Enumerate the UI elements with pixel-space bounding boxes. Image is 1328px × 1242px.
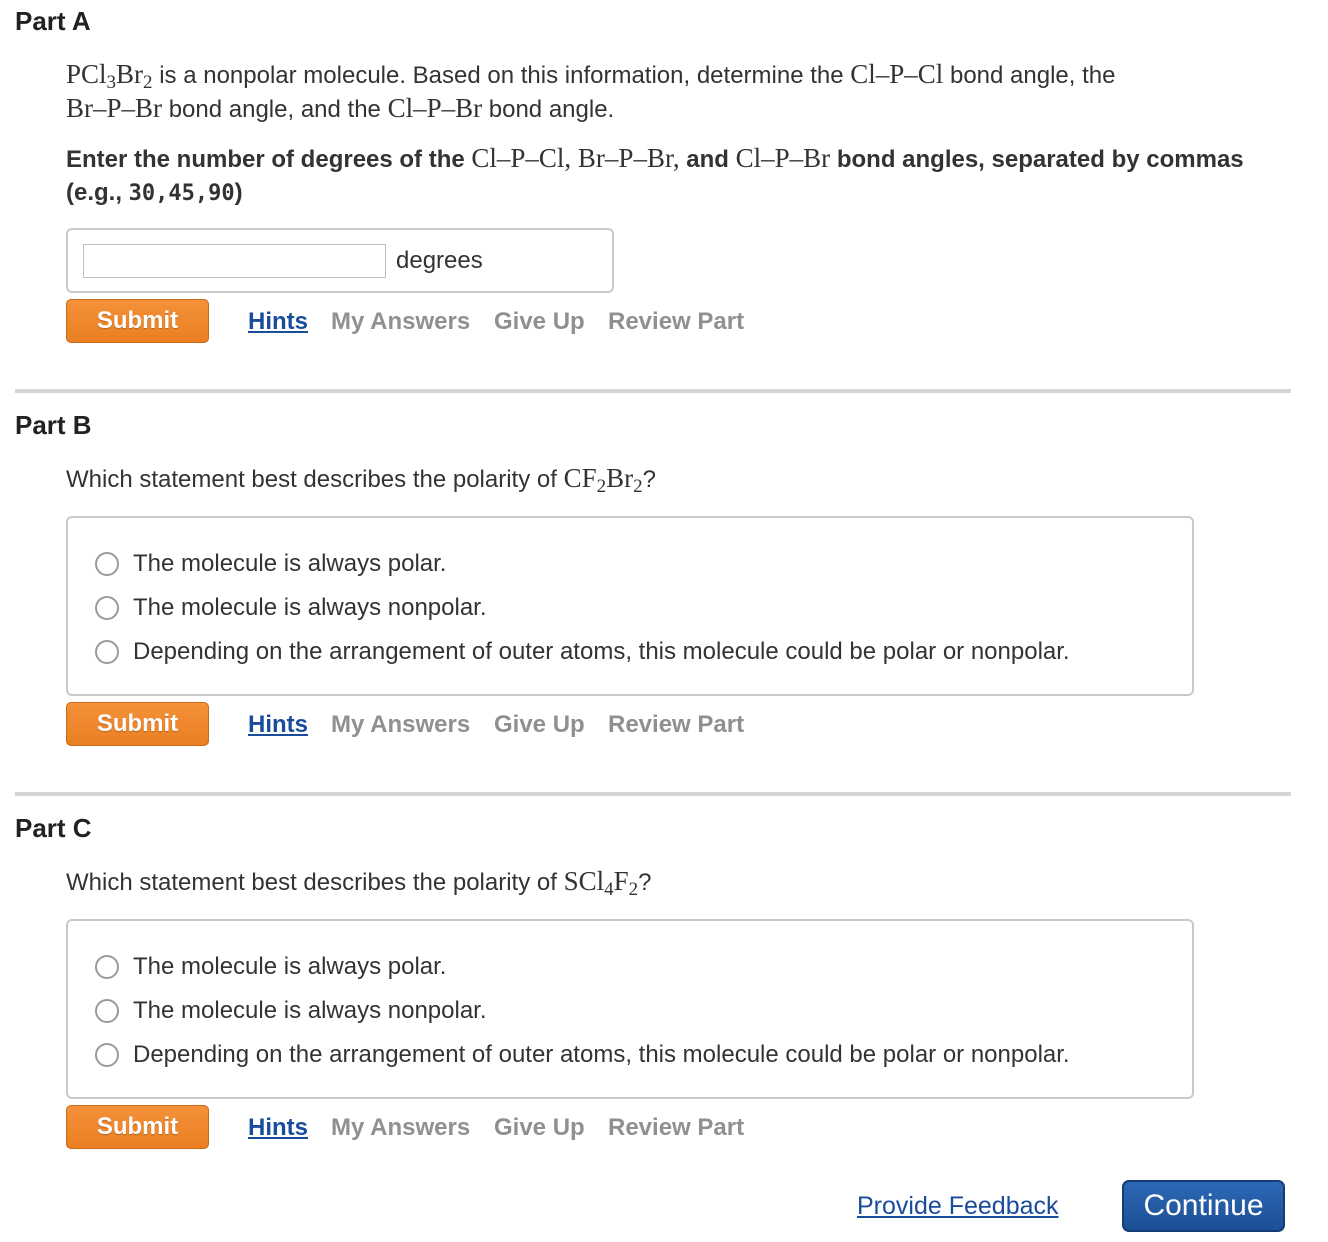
- answer-box: [66, 228, 614, 293]
- part-c-option-1[interactable]: The molecule is always polar.: [95, 952, 446, 982]
- radio-button[interactable]: [95, 1043, 119, 1067]
- part-a-title: Part A: [15, 6, 91, 36]
- part-b-choices: [66, 516, 1194, 696]
- part-a-review-part-link[interactable]: Review Part: [608, 308, 745, 335]
- formula-scl4f2: $SCl_4F_2$: [563, 866, 639, 900]
- part-a-give-up-link[interactable]: Give Up: [494, 308, 585, 335]
- divider-b-c: [15, 792, 1291, 796]
- divider-a-b: [15, 389, 1291, 393]
- part-c-question: Which statement best describes the polarity of $SCl_4F_2$?: [66, 866, 652, 900]
- part-b-hints-link[interactable]: Hints: [248, 711, 308, 738]
- part-b-submit-button[interactable]: Submit: [66, 702, 209, 746]
- degrees-input[interactable]: [83, 244, 386, 278]
- formula-pcl3br2: $PCl_3Br_2$: [66, 59, 153, 93]
- radio-button[interactable]: [95, 640, 119, 664]
- part-a-submit-button[interactable]: Submit: [66, 299, 209, 343]
- part-c-submit-button[interactable]: Submit: [66, 1105, 209, 1149]
- part-b-review-part-link[interactable]: Review Part: [608, 711, 745, 738]
- part-a-prompt: $PCl_3Br_2$ is a nonpolar molecule. Based on this information, determine the Cl–P–Cl bond angle, the Br–P–Br bond angle, and the Cl–P–Br bond angle.: [66, 59, 1116, 123]
- part-b-option-3[interactable]: Depending on the arrangement of outer atoms, this molecule could be polar or nonpolar.: [95, 637, 1070, 667]
- part-c-actions: [66, 1105, 826, 1149]
- part-c-review-part-link[interactable]: Review Part: [608, 1114, 745, 1141]
- part-c-my-answers-link[interactable]: My Answers: [331, 1114, 471, 1141]
- part-b-title: Part B: [15, 410, 92, 440]
- continue-button[interactable]: Continue: [1122, 1180, 1285, 1232]
- part-b-actions: [66, 702, 826, 746]
- part-c-give-up-link[interactable]: Give Up: [494, 1114, 585, 1141]
- part-b-my-answers-link[interactable]: My Answers: [331, 711, 471, 738]
- provide-feedback-link[interactable]: Provide Feedback: [857, 1192, 1059, 1220]
- part-b-option-2[interactable]: The molecule is always nonpolar.: [95, 593, 487, 623]
- part-b-question: Which statement best describes the polarity of $CF_2Br_2$?: [66, 463, 656, 497]
- part-c-title: Part C: [15, 813, 92, 843]
- part-c-option-3[interactable]: Depending on the arrangement of outer atoms, this molecule could be polar or nonpolar.: [95, 1040, 1070, 1070]
- radio-button[interactable]: [95, 999, 119, 1023]
- part-a-instructions: Enter the number of degrees of the Cl–P–Cl, Br–P–Br, and Cl–P–Br bond angles, separated by commas (e.g., 30,45,90): [66, 143, 1244, 206]
- part-b-give-up-link[interactable]: Give Up: [494, 711, 585, 738]
- part-a-actions: [66, 299, 826, 343]
- degrees-unit-label: degrees: [396, 247, 483, 274]
- radio-button[interactable]: [95, 596, 119, 620]
- part-a-my-answers-link[interactable]: My Answers: [331, 308, 471, 335]
- part-c-choices: [66, 919, 1194, 1099]
- radio-button[interactable]: [95, 552, 119, 576]
- formula-cf2br2: $CF_2Br_2$: [563, 463, 643, 497]
- part-b-option-1[interactable]: The molecule is always polar.: [95, 549, 446, 579]
- part-c-hints-link[interactable]: Hints: [248, 1114, 308, 1141]
- part-a-hints-link[interactable]: Hints: [248, 308, 308, 335]
- part-c-option-2[interactable]: The molecule is always nonpolar.: [95, 996, 487, 1026]
- radio-button[interactable]: [95, 955, 119, 979]
